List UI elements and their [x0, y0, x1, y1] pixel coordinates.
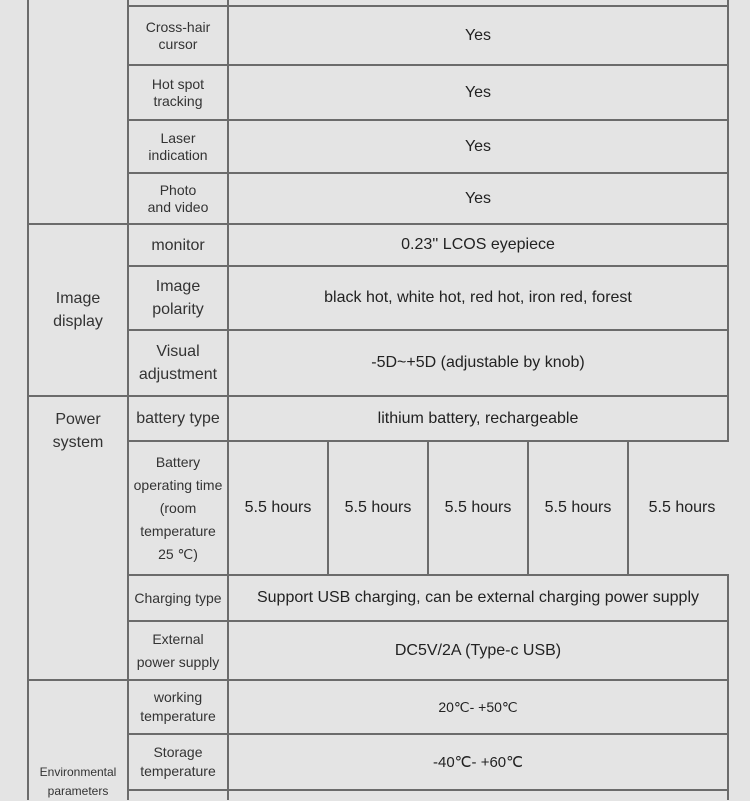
grid-line [127, 172, 729, 174]
label-photo: Photo and video [147, 181, 209, 215]
grid-line [27, 679, 729, 681]
grid-line [127, 733, 729, 735]
grid-line [27, 223, 729, 225]
value-battery-time-5: 5.5 hours [648, 499, 716, 516]
value-monitor: 0.23'' LCOS eyepiece [401, 236, 555, 253]
value-photo: Yes [464, 189, 492, 207]
label-polarity: Image polarity [152, 278, 204, 318]
label-battery-type: battery type [136, 410, 220, 427]
grid-line [427, 441, 429, 575]
value-battery-time-4: 5.5 hours [544, 499, 612, 516]
value-battery-time-3: 5.5 hours [444, 499, 512, 516]
value-hotspot: Yes [464, 83, 492, 101]
category-blank [28, 0, 128, 224]
value-crosshair: Yes [464, 26, 492, 44]
grid-line [327, 441, 329, 575]
grid-line [127, 5, 729, 7]
label-storage-temp: Storage temperature [140, 744, 216, 779]
value-charging: Support USB charging, can be external charging power supply [256, 589, 700, 606]
value-battery-time-1: 5.5 hours [244, 499, 312, 516]
grid-line [127, 574, 729, 576]
grid-line [27, 395, 729, 397]
label-charging: Charging type [134, 589, 222, 606]
label-battery-time: Battery operating time (room temperature 25 ℃) [133, 453, 223, 562]
grid-line [127, 64, 729, 66]
value-laser: Yes [464, 137, 492, 155]
value-visual: -5D~+5D (adjustable by knob) [371, 354, 585, 371]
label-monitor: monitor [151, 236, 205, 254]
value-external: DC5V/2A (Type-c USB) [394, 641, 562, 659]
category-environmental: Environmental parameters [39, 765, 117, 798]
value-polarity: black hot, white hot, red hot, iron red, forest [324, 289, 632, 306]
label-working-temp: working temperature [140, 689, 216, 724]
label-laser: Laser indication [148, 129, 208, 163]
value-working-temp: 20℃- +50℃ [438, 698, 518, 715]
label-crosshair: Cross-hair cursor [145, 18, 211, 52]
grid-line [627, 441, 629, 575]
grid-line [127, 440, 729, 442]
grid-line [727, 0, 729, 441]
grid-line [127, 329, 729, 331]
label-external: External power supply [136, 630, 220, 670]
category-power-system: Power system [52, 411, 104, 451]
label-hotspot: Hot spot tracking [151, 75, 205, 109]
value-battery-type: lithium battery, rechargeable [377, 409, 579, 427]
grid-line [527, 441, 529, 575]
grid-line [127, 119, 729, 121]
label-visual: Visual adjustment [138, 343, 218, 383]
grid-line [127, 620, 729, 622]
grid-line [727, 575, 729, 800]
grid-line [127, 265, 729, 267]
category-image-display: Image display [53, 290, 103, 330]
grid-line [127, 789, 729, 791]
value-battery-time-2: 5.5 hours [344, 499, 412, 516]
value-storage-temp: -40℃- +60℃ [433, 754, 523, 771]
